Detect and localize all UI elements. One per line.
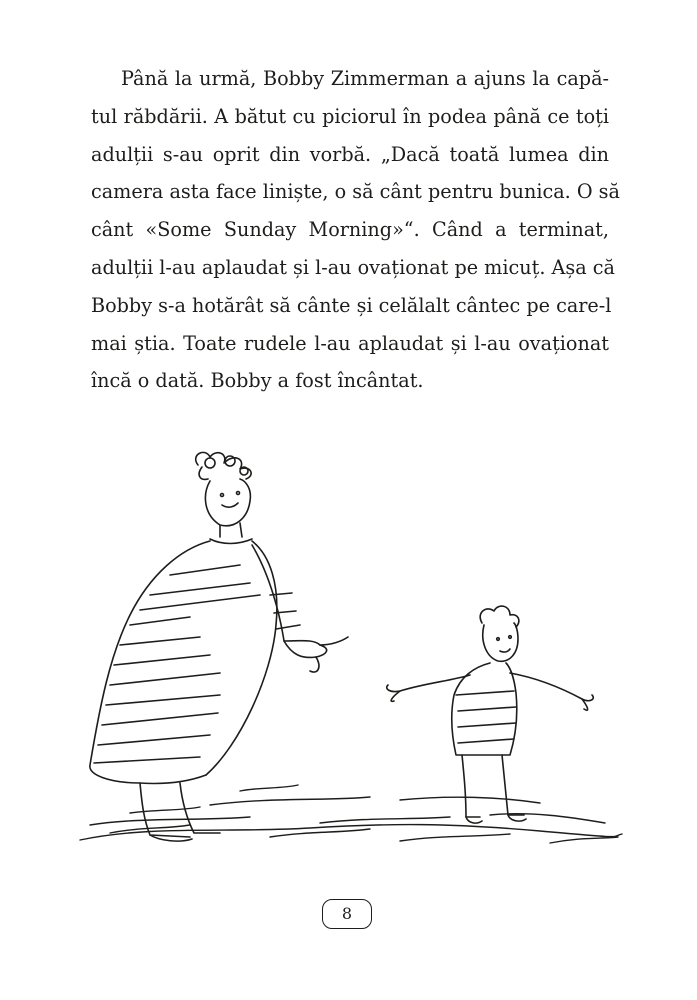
body-text bbox=[91, 60, 620, 400]
text-line: camera asta face liniște, o să cânt pentru bunica. O să bbox=[91, 180, 620, 204]
page-number: 8 bbox=[322, 899, 372, 929]
floor-shading bbox=[80, 785, 622, 843]
text-line: Bobby s-a hotărât să cânte și celălalt cântec pe care-l bbox=[91, 293, 612, 317]
text-line: Până la urmă, Bobby Zimmerman a ajuns la capă- bbox=[121, 67, 609, 90]
boy-figure bbox=[387, 606, 594, 823]
text-line: mai știa. Toate rudele l-au aplaudat și l-au ovaționat bbox=[91, 331, 609, 355]
grandmother-figure bbox=[90, 452, 348, 841]
text-line: tul răbdării. A bătut cu piciorul în podea până ce toți bbox=[91, 104, 609, 128]
text-line: încă o dată. Bobby a fost încântat. bbox=[91, 369, 424, 393]
grandmother-and-boy-drawing-icon bbox=[70, 445, 630, 865]
text-line: cânt «Some Sunday Morning»“. Când a terminat, bbox=[91, 218, 609, 242]
text-line: adulții l-au aplaudat și l-au ovaționat pe micuț. Așa că bbox=[91, 255, 615, 279]
text-line: adulții s-au oprit din vorbă. „Dacă toată lumea din bbox=[91, 142, 609, 166]
